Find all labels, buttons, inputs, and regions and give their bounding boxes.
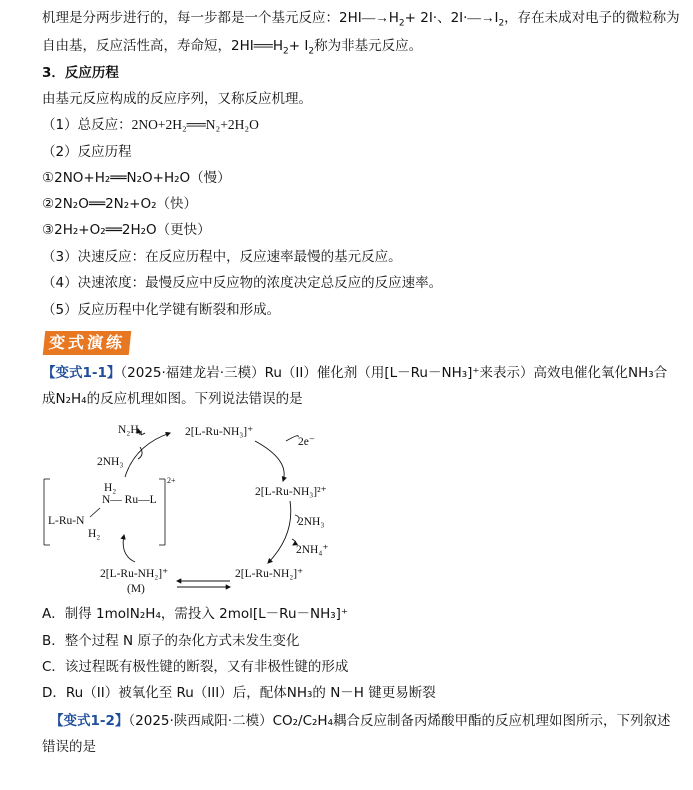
intermediate-m-label: (M): [127, 583, 145, 595]
electron-loss: 2e⁻: [298, 436, 315, 448]
product-n2h4: N₂H₄: [118, 424, 143, 436]
option-d: D．Ru（II）被氧化至 Ru（III）后，配体NH₃的 N－H 键更易断裂: [42, 685, 436, 701]
question-2-stem: 【变式1-2】（2025·陕西咸阳·二模）CO₂/C₂H₄耦合反应制备丙烯酸甲酯的反应机理如图所示，下列叙述: [50, 713, 671, 729]
section-heading: 3．反应历程: [42, 65, 119, 81]
rate-determining-concentration: （4）决速浓度：最慢反应中反应物的浓度决定总反应的反应速率。: [42, 275, 443, 291]
question-1-stem-line-2: 成N₂H₄的反应机理如图。下列说法错误的是: [42, 391, 303, 407]
history-label: （2）反应历程: [42, 144, 132, 160]
ammonia-input: 2NH₃: [97, 456, 124, 468]
question-2-stem-line-2: 错误的是: [42, 739, 96, 755]
species-bottom-left: 2[L-Ru-NH₂]⁺: [100, 568, 169, 580]
species-top: 2[L-Ru-NH₃]⁺: [185, 426, 254, 438]
step-2: ②2N₂O══2N₂+O₂（快）: [42, 196, 198, 212]
rate-determining-step: （3）决速反应：在反应历程中，反应速率最慢的基元反应。: [42, 249, 402, 265]
bond-change-note: （5）反应历程中化学键有断裂和形成。: [42, 302, 281, 318]
mechanism-definition: 由基元反应构成的反应序列，又称反应机理。: [42, 91, 312, 107]
question-1-stem: 【变式1-1】（2025·福建龙岩·三模）Ru（II）催化剂（用[L－Ru－NH₃]⁺来表示）高效电催化氧化NH₃合: [42, 365, 668, 381]
option-a: A．制得 1molN₂H₄，需投入 2mol[L－Ru－NH₃]⁺: [42, 606, 349, 622]
intro-line-1: 机理是分两步进行的，每一步都是一个基元反应：$2HI—\to H_2+ 2I\cdot$、$2I\cdot—\to I_2$，存在未成对电子的微粒称为: [42, 10, 680, 29]
dimer-n-ru-l: N— Ru—L: [102, 494, 157, 506]
dimer-charge: 2+: [167, 476, 176, 485]
dimer-l-ru-n: L-Ru-N: [48, 515, 85, 527]
dimer-h2-top: H₂: [104, 482, 117, 494]
species-right: 2[L-Ru-NH₃]²⁺: [255, 486, 327, 498]
total-reaction: （1）总反应：2NO+2H₂══N₂+2H₂O: [42, 117, 259, 133]
option-c: C．该过程既有极性键的断裂，又有非极性键的形成: [42, 659, 349, 675]
option-b: B．整个过程 N 原子的杂化方式未发生变化: [42, 633, 300, 649]
step-3: ③2H₂+O₂══2H₂O（更快）: [42, 222, 211, 238]
intro-line-2: 自由基，反应活性高，寿命短，$2HI══H_2+ I_2$称为非基元反应。: [42, 38, 423, 57]
reaction-mechanism-diagram: [40, 415, 340, 600]
dimer-h2-bottom: H₂: [88, 528, 101, 540]
ammonium-released: 2NH₄⁺: [296, 544, 329, 556]
step-1: ①2NO+H₂══N₂O+H₂O（慢）: [42, 170, 231, 186]
ammonia-added: 2NH₃: [298, 516, 325, 528]
species-bottom-right: 2[L-Ru-NH₂]⁺: [235, 568, 304, 580]
practice-badge: 变式演练: [43, 331, 132, 355]
